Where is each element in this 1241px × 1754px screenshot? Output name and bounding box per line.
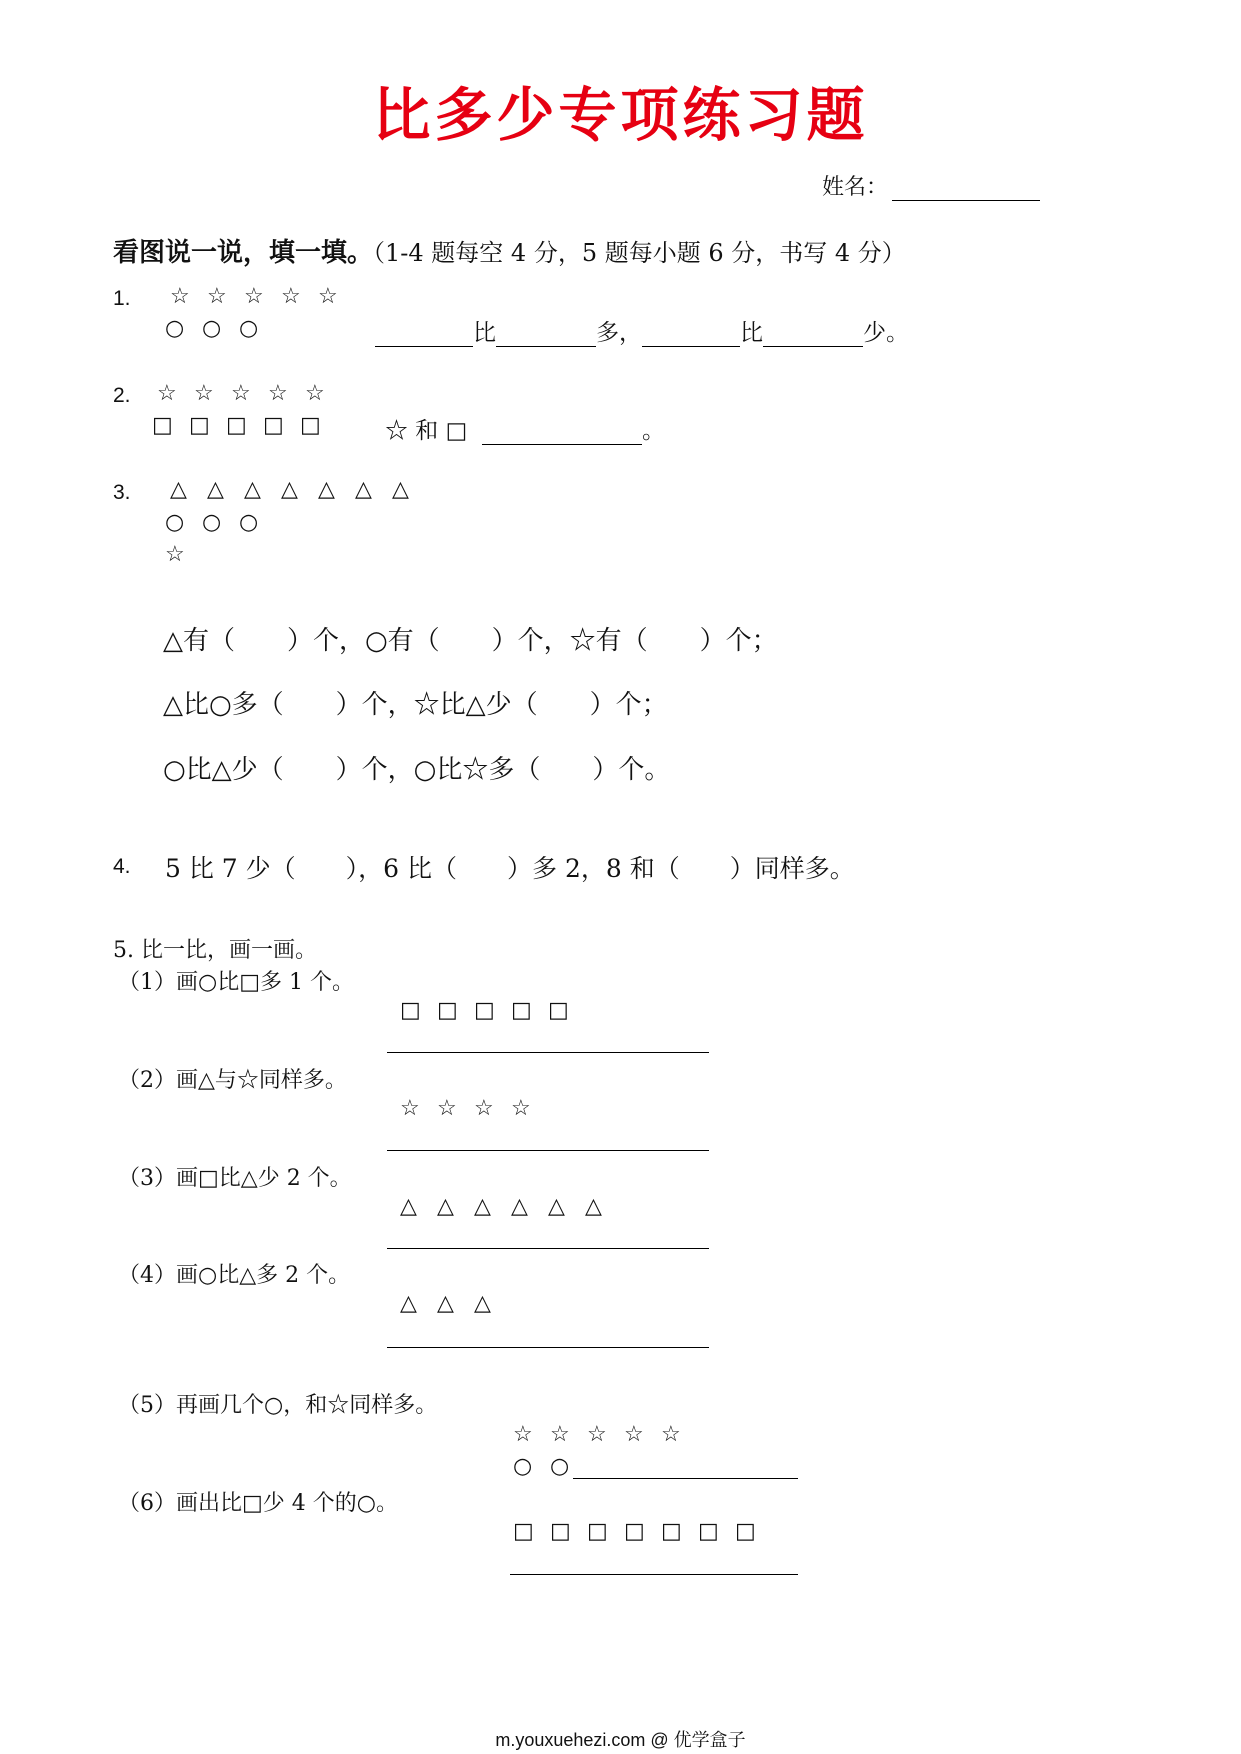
- square-icon: □: [226, 413, 247, 438]
- q4-text: 5 比 7 少（ ），6 比（ ）多 2，8 和（ ）同样多。: [165, 854, 855, 883]
- square-icon: □: [152, 413, 173, 438]
- triangle-icon: △: [548, 1194, 565, 1219]
- name-blank[interactable]: [892, 176, 1040, 201]
- q5-item-3-label: （3）画□比△少 2 个。: [118, 1166, 352, 1191]
- triangle-icon: △: [437, 1194, 454, 1219]
- heading-bold: 看图说一说，填一填。: [113, 238, 374, 268]
- star-icon: ☆: [437, 1096, 457, 1121]
- circle-icon: ○: [165, 316, 185, 341]
- square-icon: □: [511, 998, 532, 1023]
- q1-text-2: 多，: [596, 320, 642, 346]
- circle-icon: ○: [513, 1454, 533, 1479]
- square-icon: □: [400, 998, 421, 1023]
- q5-item-6-shapes: [513, 1519, 772, 1544]
- circle-icon: ○: [202, 510, 222, 535]
- q3-circles-row: [165, 510, 276, 535]
- q5-item-5-shapes: [513, 1422, 698, 1447]
- q1-blank-4[interactable]: [763, 324, 863, 347]
- triangle-icon: △: [474, 1194, 491, 1219]
- triangle-icon: △: [474, 1291, 491, 1316]
- star-icon: ☆: [170, 284, 190, 309]
- circle-icon: ○: [165, 510, 185, 535]
- triangle-icon: △: [437, 1291, 454, 1316]
- triangle-icon: △: [400, 1194, 417, 1219]
- triangle-icon: △: [392, 477, 409, 502]
- q3-line-1: △有（ ）个，○有（ ）个，☆有（ ）个；: [163, 626, 778, 656]
- q3-line-2: △比○多（ ）个，☆比△少（ ）个；: [163, 690, 668, 720]
- square-icon: □: [474, 998, 495, 1023]
- q5-item-5-label: （5）再画几个○，和☆同样多。: [118, 1393, 438, 1418]
- q1-text-3: 比: [740, 320, 763, 346]
- star-icon: ☆: [511, 1096, 531, 1121]
- triangle-icon: △: [207, 477, 224, 502]
- q5-item-1-draw-line[interactable]: [387, 1052, 709, 1053]
- triangle-icon: △: [585, 1194, 602, 1219]
- q5-item-5-circles: [513, 1454, 587, 1479]
- star-icon: ☆: [194, 381, 214, 406]
- q5-item-2-label: （2）画△与☆同样多。: [118, 1068, 347, 1093]
- q1-blank-1[interactable]: [375, 324, 473, 347]
- q5-item-1-label: （1）画○比□多 1 个。: [118, 970, 354, 995]
- q5-item-3-shapes: [400, 1194, 622, 1219]
- q5-title: 5. 比一比，画一画。: [113, 938, 317, 963]
- triangle-icon: △: [170, 477, 187, 502]
- q2-blank[interactable]: [482, 422, 642, 445]
- star-icon: ☆: [400, 1096, 420, 1121]
- square-icon: □: [263, 413, 284, 438]
- star-icon: ☆: [550, 1422, 570, 1447]
- square-icon: □: [550, 1519, 571, 1544]
- q4-number: 4.: [113, 855, 131, 878]
- square-icon: □: [624, 1519, 645, 1544]
- q2-text: ☆ 和 □: [385, 418, 468, 444]
- q2-end: 。: [641, 418, 665, 444]
- name-label: 姓名：: [822, 175, 889, 200]
- circle-icon: ○: [239, 510, 259, 535]
- triangle-icon: △: [355, 477, 372, 502]
- section-heading: [113, 232, 906, 269]
- q3-triangles-row: [170, 477, 429, 502]
- q3-number: 3.: [113, 481, 131, 504]
- square-icon: □: [698, 1519, 719, 1544]
- q5-item-6-draw-line[interactable]: [510, 1574, 798, 1575]
- star-icon: ☆: [624, 1422, 644, 1447]
- q5-item-3-draw-line[interactable]: [387, 1248, 709, 1249]
- q1-circles-row: [165, 316, 276, 341]
- triangle-icon: △: [511, 1194, 528, 1219]
- square-icon: □: [513, 1519, 534, 1544]
- q5-item-2-draw-line[interactable]: [387, 1150, 709, 1151]
- q5-item-4-draw-line[interactable]: [387, 1347, 709, 1348]
- triangle-icon: △: [244, 477, 261, 502]
- triangle-icon: △: [281, 477, 298, 502]
- page-title: 比多少专项练习题: [372, 81, 869, 149]
- heading-note: （1-4 题每空 4 分，5 题每小题 6 分，书写 4 分）: [373, 239, 906, 267]
- circle-icon: ○: [550, 1454, 570, 1479]
- star-icon: ☆: [207, 284, 227, 309]
- star-icon: ☆: [587, 1422, 607, 1447]
- q1-text-4: 少。: [863, 320, 909, 346]
- star-icon: ☆: [513, 1422, 533, 1447]
- q1-blank-2[interactable]: [496, 324, 596, 347]
- q5-item-2-shapes: [400, 1096, 548, 1121]
- square-icon: □: [189, 413, 210, 438]
- square-icon: □: [437, 998, 458, 1023]
- q3-star-row: [165, 542, 202, 567]
- name-field: [822, 170, 1040, 201]
- star-icon: ☆: [281, 284, 301, 309]
- q5-item-1-shapes: [400, 998, 585, 1023]
- q5-item-5-draw-line[interactable]: [573, 1478, 798, 1479]
- star-icon: ☆: [165, 542, 185, 567]
- square-icon: □: [661, 1519, 682, 1544]
- q2-fill-line: [385, 412, 665, 445]
- star-icon: ☆: [318, 284, 338, 309]
- star-icon: ☆: [661, 1422, 681, 1447]
- q1-fill-line: [375, 314, 909, 347]
- circle-icon: ○: [202, 316, 222, 341]
- q1-stars-row: [170, 284, 355, 309]
- circle-icon: ○: [239, 316, 259, 341]
- triangle-icon: △: [318, 477, 335, 502]
- star-icon: ☆: [268, 381, 288, 406]
- star-icon: ☆: [231, 381, 251, 406]
- q2-squares-row: [152, 413, 337, 438]
- q1-number: 1.: [113, 287, 131, 310]
- q5-item-4-label: （4）画○比△多 2 个。: [118, 1263, 351, 1288]
- q3-line-3: ○比△少（ ）个，○比☆多（ ）个。: [163, 755, 671, 785]
- q5-item-4-shapes: [400, 1291, 511, 1316]
- q1-blank-3[interactable]: [642, 324, 740, 347]
- footer-link[interactable]: m.youxuehezi.com @ 优学盒子: [495, 1730, 746, 1750]
- q2-number: 2.: [113, 384, 131, 407]
- q5-item-6-label: （6）画出比□少 4 个的○。: [118, 1491, 398, 1516]
- star-icon: ☆: [474, 1096, 494, 1121]
- star-icon: ☆: [157, 381, 177, 406]
- q2-stars-row: [157, 381, 342, 406]
- star-icon: ☆: [244, 284, 264, 309]
- q1-text-1: 比: [473, 320, 496, 346]
- square-icon: □: [587, 1519, 608, 1544]
- star-icon: ☆: [305, 381, 325, 406]
- square-icon: □: [735, 1519, 756, 1544]
- square-icon: □: [548, 998, 569, 1023]
- triangle-icon: △: [400, 1291, 417, 1316]
- square-icon: □: [300, 413, 321, 438]
